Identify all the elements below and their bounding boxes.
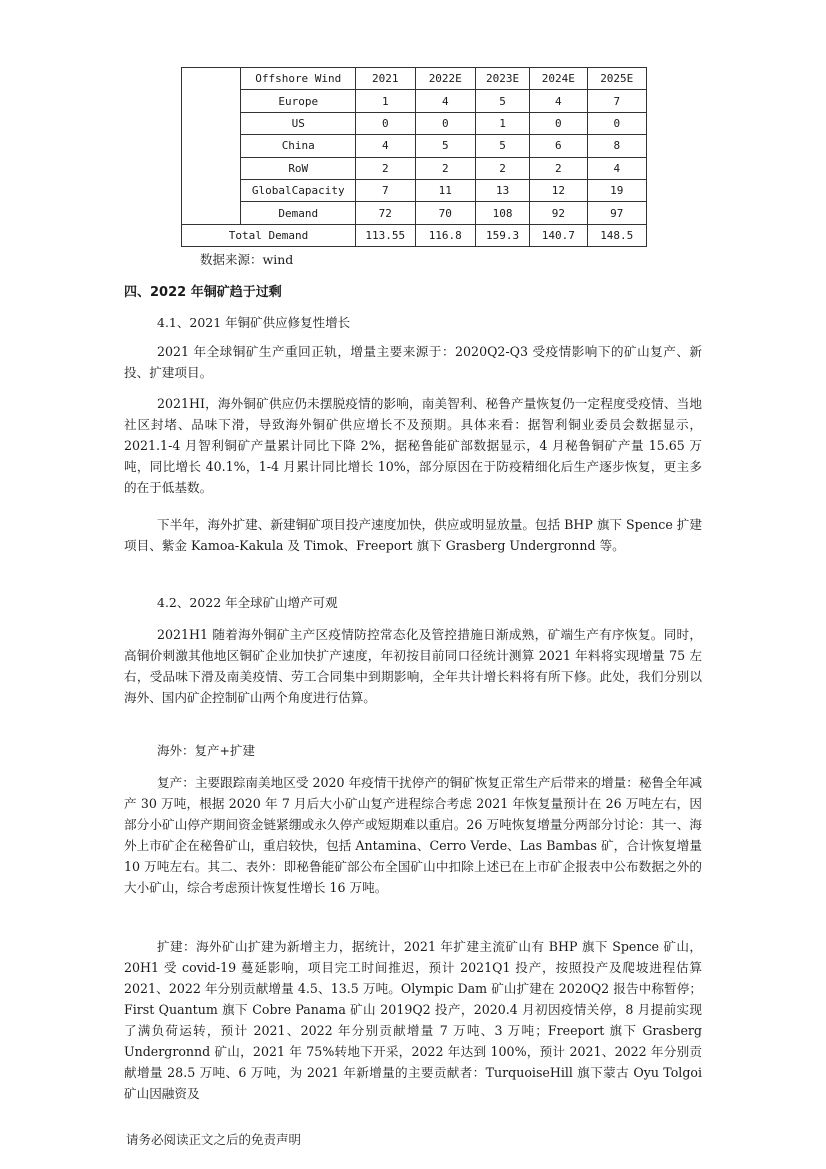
table-cell: 7 xyxy=(587,90,646,112)
table-cell: 5 xyxy=(475,135,529,157)
table-blank-cell xyxy=(182,68,241,225)
table-cell: 11 xyxy=(415,179,475,201)
table-cell: 4 xyxy=(530,90,587,112)
table-cell: 5 xyxy=(475,90,529,112)
paragraph-5: 复产：主要跟踪南美地区受 2020 年疫情干扰停产的铜矿恢复正常生产后带来的增量：秘鲁全年减产 30 万吨，根据 2020 年 7 月后大小矿山复产进程综合考虑 2021 年恢复量预计在 26 万吨左右，因部分小矿山停产期间资金链紧绷或永久停产或短期难以重启。26 万吨恢复增量分两部分讨论：其一、海外上市矿企在秘鲁矿山，重启较快，包括 Antamina、Cerro Verde、Las Bambas 矿，合计恢复增量 10 万吨左右。其二、表外：即秘鲁能矿部公布全国矿山中扣除上述已在上市矿企报表中公布数据之外的大小矿山，综合考虑预计恢复性增长 16 万吨。 xyxy=(124,775,702,895)
table-row xyxy=(182,90,647,112)
paragraph-3: 下半年，海外扩建、新建铜矿项目投产速度加快，供应或明显放量。包括 BHP 旗下 Spence 扩建项目、紫金 Kamoa-Kakula 及 Timok、Freeport 旗下 Grasberg Undergronnd 等。 xyxy=(124,517,702,553)
table-total-cell: 148.5 xyxy=(587,224,646,246)
table-cell: 5 xyxy=(415,135,475,157)
table-row xyxy=(182,112,647,134)
table-cell: 4 xyxy=(587,157,646,179)
table-header-cell: 2021 xyxy=(356,68,415,90)
paragraph-6: 扩建：海外矿山扩建为新增主力，据统计，2021 年扩建主流矿山有 BHP 旗下 Spence 矿山，20H1 受 covid-19 蔓延影响，项目完工时间推迟，预计 2021Q1 投产，按照投产及爬坡进程估算 2021、2022 年分别贡献增量 4.5、13.5 万吨。Olympic Dam 矿山扩建在 2020Q2 报告中称暂停；First Quantum 旗下 Cobre Panama 矿山 2019Q2 投产，2020.4 月初因疫情关停，8 月提前实现了满负荷运转，预计 2021、2022 年分别贡献增量 7 万吨、3 万吨；Freeport 旗下 Grasberg Undergronnd 矿山，2021 年 75%转地下开采，2022 年达到 100%，预计 2021、2022 年分别贡献增量 28.5 万吨、6 万吨，为 2021 年新增量的主要贡献者：TurquoiseHill 旗下蒙古 Oyu Tolgoi 矿山因融资及 xyxy=(124,939,702,1101)
table-row-label: RoW xyxy=(241,157,356,179)
table-total-label: Total Demand xyxy=(182,224,356,246)
table-cell: 1 xyxy=(356,90,415,112)
table-header-cell: Offshore Wind xyxy=(241,68,356,90)
table-total-row xyxy=(182,224,647,246)
table-cell: 97 xyxy=(587,202,646,224)
table-cell: 2 xyxy=(356,157,415,179)
offshore-wind-table xyxy=(181,67,647,247)
data-source-note: 数据来源：wind xyxy=(200,252,294,267)
table-row xyxy=(182,135,647,157)
table-cell: 4 xyxy=(356,135,415,157)
table-row-label: Demand xyxy=(241,202,356,224)
table-cell: 13 xyxy=(475,179,529,201)
disclaimer-footer: 请务必阅读正文之后的免责声明 xyxy=(126,1132,302,1147)
table-cell: 2 xyxy=(415,157,475,179)
paragraph-2: 2021HI，海外铜矿供应仍未摆脱疫情的影响，南美智利、秘鲁产量恢复仍一定程度受疫情、当地社区封堵、品味下滑，导致海外铜矿供应增长不及预期。具体来看：据智利铜业委员会数据显示，2021.1-4 月智利铜矿产量累计同比下降 2%，据秘鲁能矿部数据显示，4 月秘鲁铜矿产量 15.65 万吨，同比增长 40.1%，1-4 月累计同比增长 10%，部分原因在于防疫精细化后生产逐步恢复，更主多的在于低基数。 xyxy=(124,396,702,495)
table-cell: 92 xyxy=(530,202,587,224)
paragraph-4: 2021H1 随着海外铜矿主产区疫情防控常态化及管控措施日渐成熟，矿端生产有序恢复。同时，高铜价刺激其他地区铜矿企业加快扩产速度，年初按目前同口径统计测算 2021 年料将实现增量 75 左右，受品味下滑及南美疫情、劳工合同集中到期影响，全年共计增长料将有所下修。此处，我们分别以海外、国内矿企控制矿山两个角度进行估算。 xyxy=(124,627,702,705)
table-cell: 6 xyxy=(530,135,587,157)
table-cell: 0 xyxy=(587,112,646,134)
table-cell: 12 xyxy=(530,179,587,201)
table-total-cell: 116.8 xyxy=(415,224,475,246)
table-cell: 0 xyxy=(415,112,475,134)
table-cell: 72 xyxy=(356,202,415,224)
subheading-4-2: 4.2、2022 年全球矿山增产可观 xyxy=(157,595,338,610)
subheading-4-1: 4.1、2021 年铜矿供应修复性增长 xyxy=(157,315,351,330)
table-header-cell: 2024E xyxy=(530,68,587,90)
table-row xyxy=(182,157,647,179)
table-cell: 2 xyxy=(475,157,529,179)
table-row-label: China xyxy=(241,135,356,157)
table-cell: 19 xyxy=(587,179,646,201)
table-cell: 8 xyxy=(587,135,646,157)
table-total-cell: 140.7 xyxy=(530,224,587,246)
table-cell: 70 xyxy=(415,202,475,224)
subheading-overseas: 海外：复产+扩建 xyxy=(157,743,255,758)
table-header-cell: 2023E xyxy=(475,68,529,90)
table-total-cell: 113.55 xyxy=(356,224,415,246)
table-cell: 1 xyxy=(475,112,529,134)
table-header-cell: 2022E xyxy=(415,68,475,90)
paragraph-1: 2021 年全球铜矿生产重回正轨，增量主要来源于：2020Q2-Q3 受疫情影响下的矿山复产、新投、扩建项目。 xyxy=(124,344,702,380)
table-cell: 4 xyxy=(415,90,475,112)
table-row-label: US xyxy=(241,112,356,134)
table-row xyxy=(182,202,647,224)
table-row-label: Europe xyxy=(241,90,356,112)
table-cell: 7 xyxy=(356,179,415,201)
table-row-label: GlobalCapacity xyxy=(241,179,356,201)
table-cell: 2 xyxy=(530,157,587,179)
table-cell: 0 xyxy=(530,112,587,134)
section-title: 四、2022 年铜矿趋于过剩 xyxy=(124,285,282,300)
table-cell: 108 xyxy=(475,202,529,224)
table-row xyxy=(182,179,647,201)
table-header-row xyxy=(182,68,647,90)
table-header-cell: 2025E xyxy=(587,68,646,90)
table-total-cell: 159.3 xyxy=(475,224,529,246)
table-cell: 0 xyxy=(356,112,415,134)
